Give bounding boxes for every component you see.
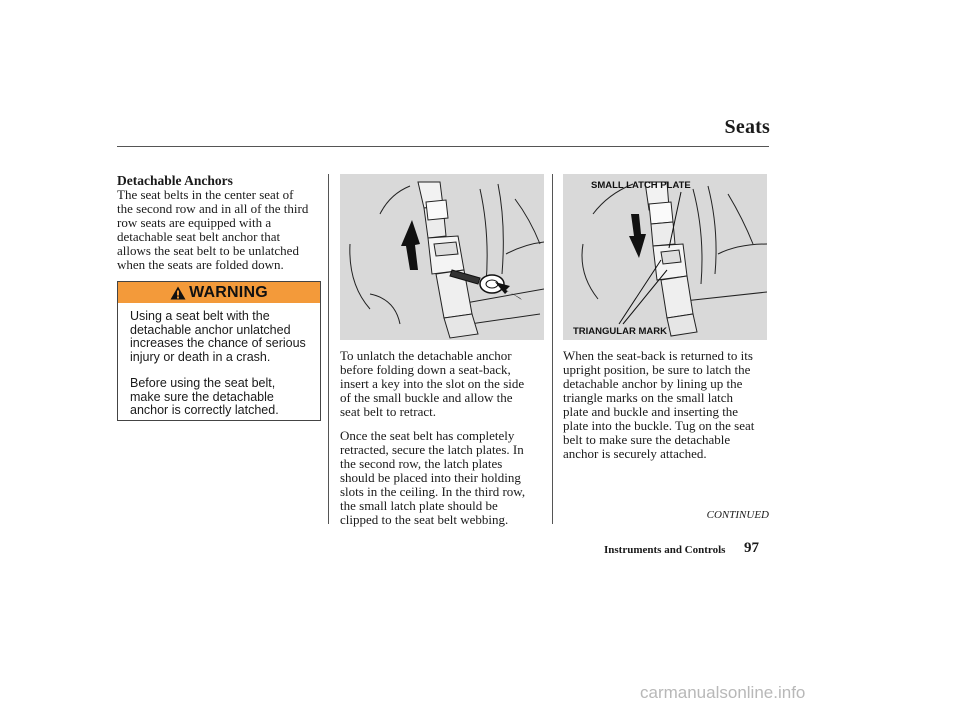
section-title: Seats (724, 116, 770, 138)
paragraph-return-seat-back: When the seat-back is returned to its upright position, be sure to latch the detachable anchor by lining up the triangle marks on the small latch plate and buckle and inserting the plate into the buckle. Tug on the seat belt to make sure the detachable anchor is securely attached. (563, 348, 755, 461)
figure-unlatch-illustration (340, 174, 544, 340)
column-divider (552, 174, 553, 524)
paragraph-secure-latch-plates: Once the seat belt has completely retracted, secure the latch plates. In the second row, the latch plates should be placed into their holding slots in the ceiling. In the third row, the small latch plate should be clipped to the seat belt webbing. (340, 428, 526, 527)
warning-triangle-icon (170, 286, 186, 300)
footer-section-name: Instruments and Controls (604, 544, 726, 556)
warning-paragraph: Before using the seat belt, make sure the detachable anchor is correctly latched. (130, 376, 279, 417)
warning-box (117, 281, 321, 421)
paragraph-unlatch: To unlatch the detachable anchor before folding down a seat-back, insert a key into the slot on the side of the small buckle and allow the seat belt to retract. (340, 348, 525, 419)
watermark-text: carmanualsonline.info (640, 683, 806, 702)
subheading-detachable-anchors: Detachable Anchors (117, 173, 233, 188)
label-small-latch-plate: SMALL LATCH PLATE (591, 180, 691, 191)
intro-paragraph: The seat belts in the center seat of the second row and in all of the third row seats are equipped with a detachable seat belt anchor that allows the seat belt to be unlatched when the seats are folded down. (117, 187, 309, 272)
seat-belt-latch-illustration (563, 174, 767, 340)
warning-label: WARNING (189, 283, 268, 301)
label-triangular-mark: TRIANGULAR MARK (573, 326, 667, 337)
header-rule (117, 146, 769, 147)
column-divider (328, 174, 329, 524)
warning-banner (118, 282, 320, 303)
seat-belt-illustration (340, 174, 544, 340)
continued-label: CONTINUED (706, 509, 769, 521)
warning-paragraph: Using a seat belt with the detachable anchor unlatched increases the chance of serious injury or death in a crash. (130, 309, 306, 364)
figure-latch-illustration (563, 174, 767, 340)
page-number: 97 (744, 540, 759, 556)
